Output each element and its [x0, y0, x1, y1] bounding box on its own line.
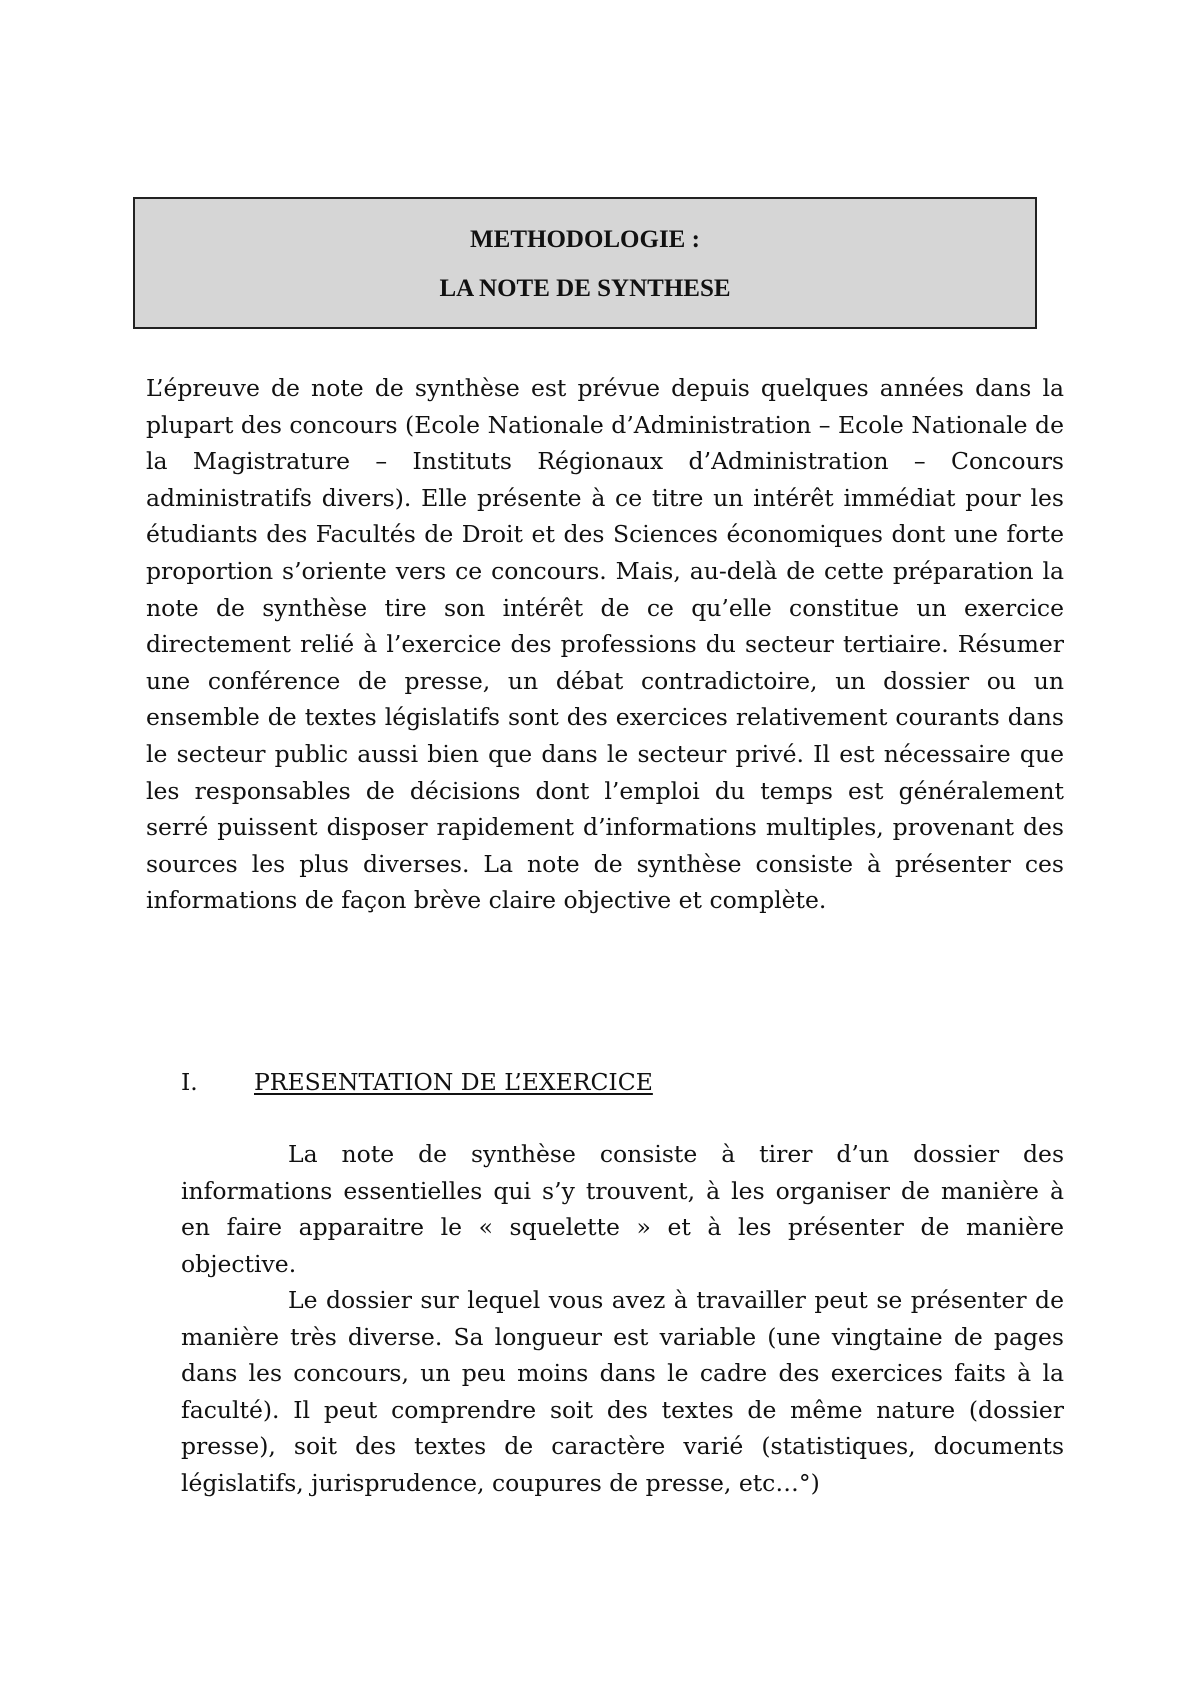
section-paragraph-1: La note de synthèse consiste à tirer d’un dossier des informations essentielles qui s’y trouvent, à les organiser de manière à en faire apparaitre le « squelette » et à les présenter de manière objective.: [181, 1140, 1064, 1278]
title-line-1: METHODOLOGIE :: [470, 226, 700, 253]
section-body: [181, 1136, 1064, 1501]
title-line-2: LA NOTE DE SYNTHESE: [439, 275, 731, 302]
title-box: [133, 197, 1037, 329]
section-heading: [181, 1064, 653, 1100]
section-paragraph-2: Le dossier sur lequel vous avez à travailler peut se présenter de manière très diverse. Sa longueur est variable (une vingtaine de pages dans les concours, un peu moins dans le cadre des exercices faits à la faculté). Il peut comprendre soit des textes de même nature (dossier presse), soit des textes de caractère varié (statistiques, documents législatifs, jurisprudence, coupures de presse, etc…°): [181, 1286, 1064, 1497]
section-title: PRESENTATION DE L’EXERCICE: [254, 1068, 653, 1096]
section-number: I.: [181, 1068, 198, 1096]
intro-paragraph: L’épreuve de note de synthèse est prévue depuis quelques années dans la plupart des concours (Ecole Nationale d’Administration – Ecole Nationale de la Magistrature – Instituts Régionaux d’Administration – Concours administratifs divers). Elle présente à ce titre un intérêt immédiat pour les étudiants des Facultés de Droit et des Sciences économiques dont une forte proportion s’oriente vers ce concours. Mais, au-delà de cette préparation la note de synthèse tire son intérêt de ce qu’elle constitue un exercice directement relié à l’exercice des professions du secteur tertiaire. Résumer une conférence de presse, un débat contradictoire, un dossier ou un ensemble de textes législatifs sont des exercices relativement courants dans le secteur public aussi bien que dans le secteur privé. Il est nécessaire que les responsables de décisions dont l’emploi du temps est généralement serré puissent disposer rapidement d’informations multiples, provenant des sources les plus diverses. La note de synthèse consiste à présenter ces informations de façon brève claire objective et complète.: [146, 374, 1064, 915]
